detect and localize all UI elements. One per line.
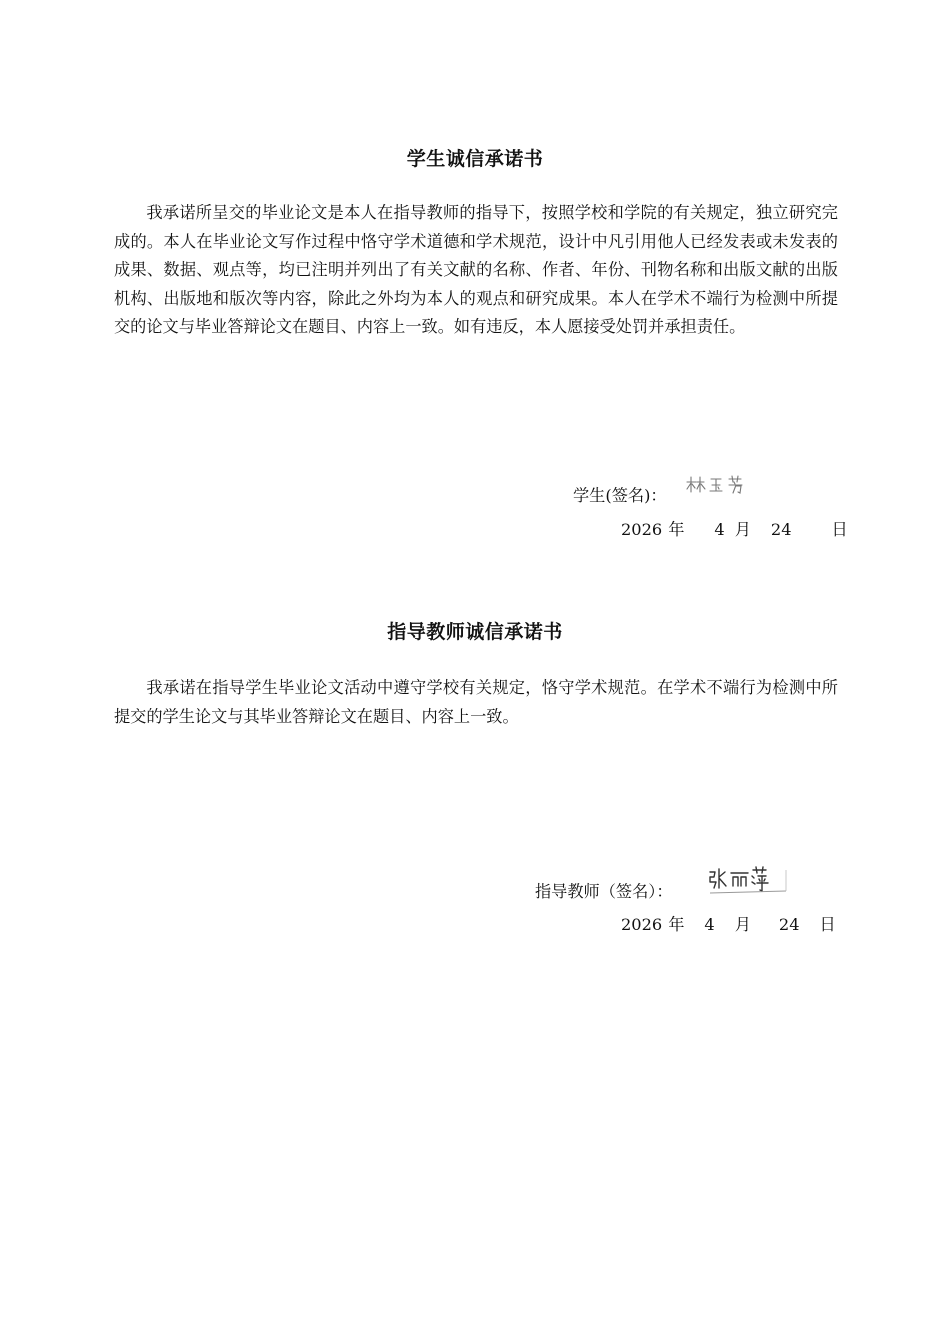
advisor-date-day: 24 bbox=[778, 915, 800, 934]
student-date-day: 24 bbox=[770, 520, 792, 539]
student-date bbox=[621, 516, 848, 540]
student-date-day-unit: 日 bbox=[831, 520, 848, 539]
advisor-date-month: 4 bbox=[704, 915, 715, 934]
student-pledge-title: 学生诚信承诺书 bbox=[406, 148, 544, 170]
advisor-date-year: 2026 bbox=[621, 915, 663, 934]
advisor-date-month-unit: 月 bbox=[734, 915, 751, 934]
advisor-pledge-body: 我承诺在指导学生毕业论文活动中遵守学校有关规定，恪守学术规范。在学术不端行为检测中所提交的学生论文与其毕业答辩论文在题目、内容上一致。 bbox=[114, 678, 838, 726]
student-date-year-unit: 年 bbox=[668, 520, 685, 539]
student-handwritten-signature bbox=[684, 474, 750, 496]
student-date-month-unit: 月 bbox=[734, 520, 751, 539]
advisor-signature-label: 指导教师（签名）： bbox=[535, 882, 673, 901]
student-date-month: 4 bbox=[714, 520, 725, 539]
advisor-date-day-unit: 日 bbox=[819, 915, 836, 934]
advisor-handwritten-signature bbox=[706, 864, 790, 896]
student-date-year: 2026 bbox=[621, 520, 663, 539]
advisor-pledge-title: 指导教师诚信承诺书 bbox=[387, 621, 563, 643]
advisor-date-year-unit: 年 bbox=[668, 915, 685, 934]
student-pledge-body: 我承诺所呈交的毕业论文是本人在指导教师的指导下，按照学校和学院的有关规定，独立研究完成的。本人在毕业论文写作过程中恪守学术道德和学术规范，设计中凡引用他人已经发表或未发表的成果、数据、观点等，均已注明并列出了有关文献的名称、作者、年份、刊物名称和出版文献的出版机构、出版地和版次等内容，除此之外均为本人的观点和研究成果。本人在学术不端行为检测中所提交的论文与毕业答辩论文在题目、内容上一致。如有违反，本人愿接受处罚并承担责任。 bbox=[114, 203, 838, 336]
advisor-date bbox=[621, 911, 836, 935]
student-signature-label: 学生(签名)： bbox=[573, 486, 667, 505]
